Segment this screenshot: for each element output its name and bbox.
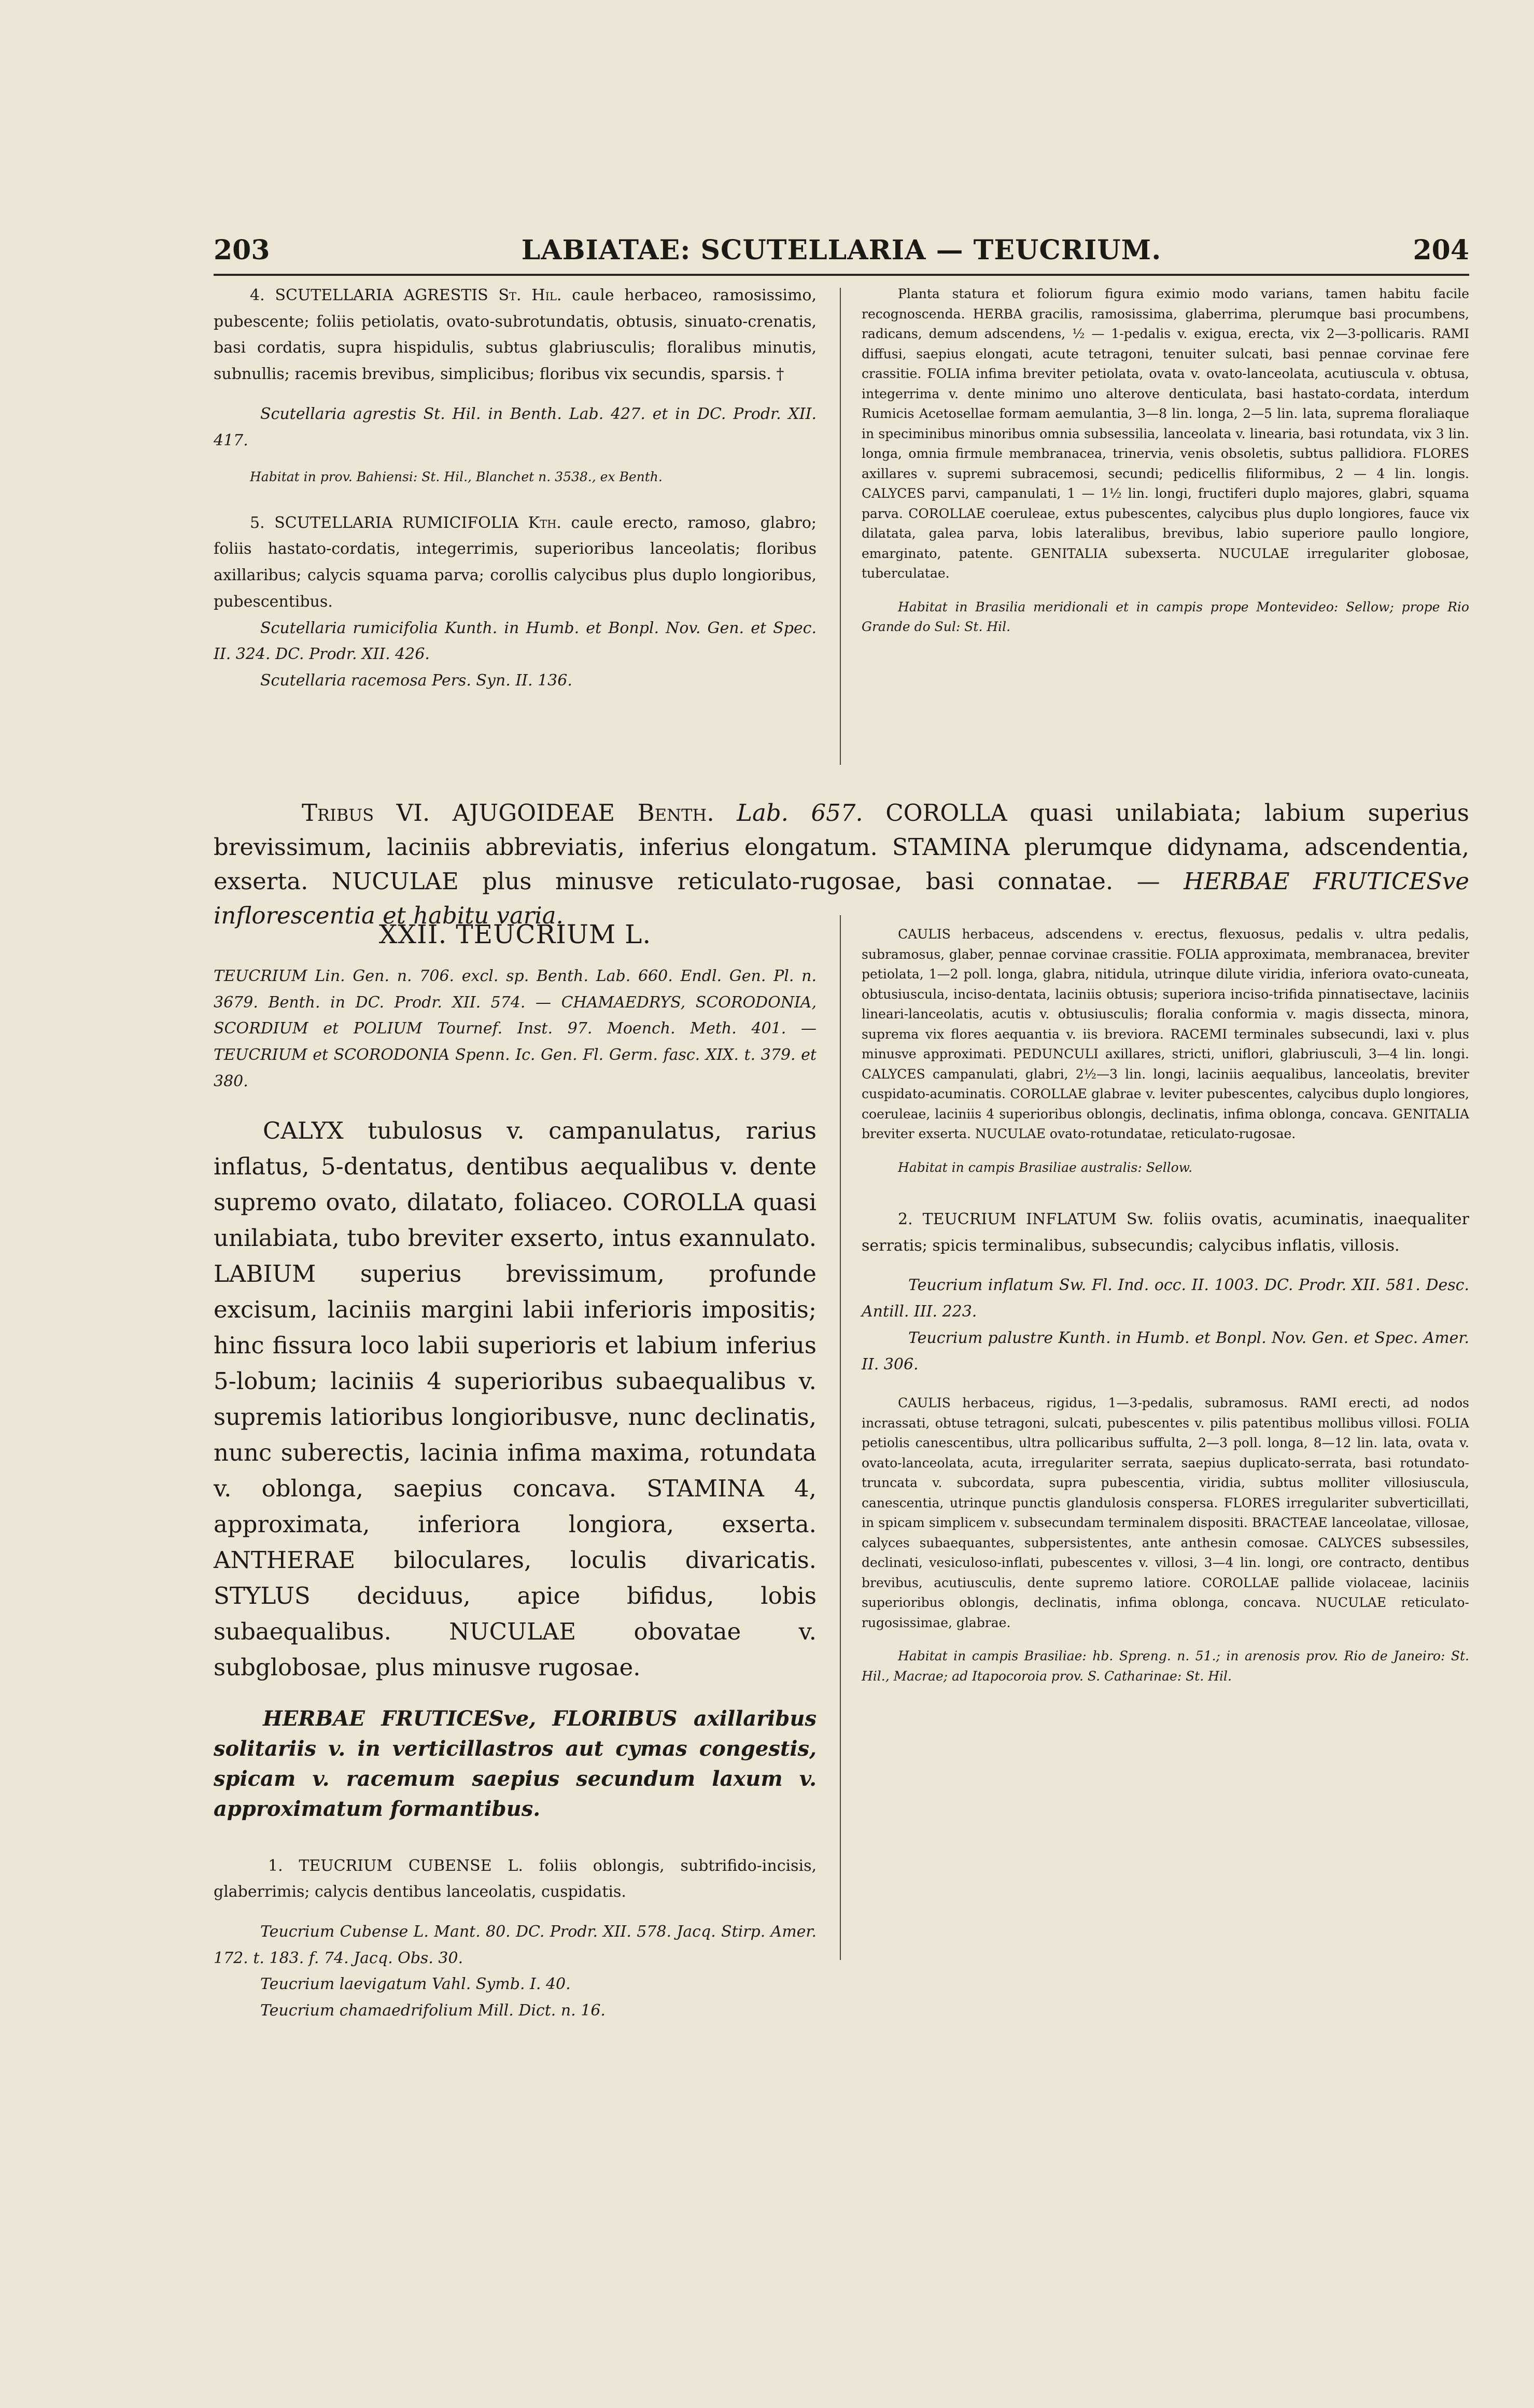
species-5-description: Planta statura et foliorum figura eximio modo varians, tamen habitu facile recognoscenda. HERBA gracilis, ramosissima, glaberrima, plerumque basi procumbens, radicans, demum adscendens, ½ — 1-pedalis v. exigua, erecta, vix 2—3-pollicaris. RAMI diffusi, saepius elongati, acute tetragoni, tenuiter sulcati, basi pennae corvinae fere crassitie. FOLIA infima breviter petiolata, ovata v. ovato-lanceolata, acutiuscula v. obtusa, integerrima v. dente minimo uno alterove denticulata, basi hastato-cordata, interdum Rumicis Acetosellae formam aemulantia, 3—8 lin. longa, 2—5 lin. lata, suprema floraliaque in speciminibus minoribus omnia subsessilia, lanceolata v. linearia, basi rotundata, vix 3 lin. longa, omnia firmule membranacea, trinervia, venis obsoletis, subtus pallidiora. FLORES axillares v. supremi subracemosi, secundi; pedicellis filiformibus, 2 — 4 lin. longis. CALYCES parvi, campanulati, 1 — 1½ lin. longi, fructiferi duplo majores, glabri, squama parva. COROLLAE coeruleae, extus pubescentes, calycibus plus duplo longiores, fauce vix dilatata, galea parva, lobis lateralibus, brevibus, labio superiore paullo longiore, emarginato, patente. GENITALIA subexserta. NUCULAE irregulariter globosae, tuberculatae.: [862, 286, 1469, 581]
species-5-habitat: Habitat in Brasilia meridionali et in campis prope Montevideo: Sellow; prope Rio Grande do Sul: St. Hil.: [862, 599, 1469, 634]
species-4-name: SCUTELLARIA AGRESTIS: [275, 286, 488, 304]
species-2-citation-2: Teucrium palustre Kunth. in Humb. et Bonpl. Nov. Gen. et Spec. Amer. II. 306.: [862, 1328, 1469, 1374]
genus-synonymy: TEUCRIUM Lin. Gen. n. 706. excl. sp. Benth. Lab. 660. Endl. Gen. Pl. n. 3679. Benth. in DC. Prodr. XII. 574. — CHAMAEDRYS, SCORODONIA, SCORDIUM et POLIUM Tournef. Inst. 97. Moench. Meth. 401. — TEUCRIUM et SCORODONIA Spenn. Ic. Gen. Fl. Germ. fasc. XIX. t. 379. et 380.: [214, 967, 817, 1090]
tribe-author: Benth.: [637, 799, 714, 827]
running-title: LABIATAE: SCUTELLARIA — TEUCRIUM.: [521, 234, 1162, 266]
column-divider-top: [840, 288, 841, 765]
genus-habit: HERBAE FRUTICESve, FLORIBUS axillaribus solitariis v. in verticillastros aut cymas congestis, spicam v. racemum saepius secundum laxum v. approximatum formantibus.: [214, 1706, 817, 1821]
genus-heading: XXII. TEUCRIUM L.: [378, 919, 652, 949]
left-column-top: [214, 283, 817, 694]
page-number-right: 204: [1413, 234, 1469, 266]
species-2-number: 2.: [898, 1210, 913, 1228]
species-1-citation-2: Teucrium laevigatum Vahl. Symb. I. 40.: [260, 1975, 571, 1994]
species-1-name: TEUCRIUM CUBENSE: [299, 1856, 492, 1875]
species-2-description: CAULIS herbaceus, rigidus, 1—3-pedalis, subramosus. RAMI erecti, ad nodos incrassati, obtuse tetragoni, sulcati, pubescentes v. pilis patentibus mollibus villosi. FOLIA petiolis canescentibus, ultra pollicaribus suffulta, 2—3 poll. longa, 8—12 lin. lata, ovata v. ovato-lanceolata, acuta, irregulariter serrata, saepius duplicato-serrata, basi rotundato-truncata v. subcordata, supra pubescentia, viridia, subtus molliter villosiuscula, canescentia, utrinque punctis glandulosis conspersa. FLORES irregulariter subverticillati, in spicam simplicem v. subsecundam terminalem dispositi. BRACTEAE lanceolatae, villosae, calyces subaequantes, subpersistentes, ante anthesin comosae. CALYCES subsessiles, declinati, vesiculoso-inflati, pubescentes v. villosi, 3—4 lin. longi, ore contracto, dentibus brevibus, acutiusculis, dente supremo latiore. COROLLAE pallide violaceae, laciniis superioribus oblongis, declinatis, infima oblonga, concava. NUCULAE reticulato-rugosissimae, glabrae.: [862, 1395, 1469, 1630]
species-5-name: SCUTELLARIA RUMICIFOLIA: [274, 513, 519, 532]
species-5-number: 5.: [250, 513, 265, 532]
species-4-number: 4.: [250, 286, 265, 304]
genus-character: CALYX tubulosus v. campanulatus, rarius inflatus, 5-dentatus, dentibus aequalibus v. dente supremo ovato, dilatato, foliaceo. COROLLA quasi unilabiata, tubo breviter exserto, intus exannulato. LABIUM superius brevissimum, profunde excisum, laciniis margini labii inferioris impositis; hinc fissura loco labii superioris et labium inferius 5-lobum; laciniis 4 superioribus subaequalibus v. supremis latioribus longioribusve, nunc declinatis, nunc suberectis, lacinia infima maxima, rotundata v. oblonga, saepius concava. STAMINA 4, approximata, inferiora longiora, exserta. ANTHERAE biloculares, loculis divaricatis. STYLUS deciduus, apice bifidus, lobis subaequalibus. NUCULAE obovatae v. subglobosae, plus minusve rugosae.: [214, 1116, 817, 1681]
tribe-reference: Lab. 657.: [737, 799, 863, 827]
column-divider-bottom: [840, 915, 841, 1960]
species-4-mark: †: [776, 365, 784, 384]
species-1-entry: [214, 1853, 817, 1906]
tribe-characters: COROLLA quasi unilabiata; labium superius brevissimum, laciniis abbreviatis, inferius elongatum. STAMINA plerumque didynama, adscendentia, exserta. NUCULAE plus minusve reticulato-rugosae, basi connatae. —: [214, 799, 1469, 895]
tribe-habit: HERBAE FRUTICESve inflorescentia et habitu varia.: [214, 867, 1469, 929]
species-5-citation-2: Scutellaria racemosa Pers. Syn. II. 136.: [260, 671, 572, 690]
species-4-author: St. Hil.: [498, 286, 562, 304]
species-1-number: 1.: [268, 1856, 283, 1875]
species-4-habitat: Habitat in prov. Bahiensi: St. Hil., Blanchet n. 3538., ex Benth.: [250, 469, 663, 485]
species-1-description: CAULIS herbaceus, adscendens v. erectus, flexuosus, pedalis v. ultra pedalis, subramosus, glaber, pennae corvinae crassitie. FOLIA approximata, membranacea, breviter petiolata, 1—2 poll. longa, glabra, nitidula, utrinque dilute viridia, inferiora ovato-cuneata, obtusiuscula, inciso-dentata, laciniis obtusis; superiora inciso-trifida pinnatisectave, laciniis lineari-lanceolatis, acutis v. obtusiusculis; floralia conformia v. magis dissecta, minora, suprema vix flores aequantia v. iis breviora. RACEMI terminales subsecundi, laxi v. plus minusve approximati. PEDUNCULI axillares, stricti, uniflori, glabriusculi, 3—4 lin. longi. CALYCES campanulati, glabri, 2½—3 lin. longi, laciniis aequalibus, lanceolatis, breviter cuspidato-acuminatis. COROLLAE glabrae v. leviter pubescentes, calycibus duplo longiores, coeruleae, laciniis 4 superioribus oblongis, declinatis, infima oblonga, concava. GENITALIA breviter exserta. NUCULAE ovato-rotundatae, reticulato-rugosae.: [862, 927, 1469, 1141]
header-rule: [214, 274, 1469, 276]
species-5-entry: [214, 510, 817, 615]
right-column-top: [862, 284, 1469, 637]
species-2-name: TEUCRIUM INFLATUM: [922, 1210, 1117, 1228]
species-4-diagnosis: caule herbaceo, ramosissimo, pubescente; foliis petiolatis, ovato-subrotundatis, obtusis, sinuato-crenatis, basi cordatis, supra hispidulis, subtus glabriusculis; floralibus minutis, subnullis; racemis brevibus, simplicibus; floribus vix secundis, sparsis.: [214, 286, 817, 384]
species-2-author: Sw.: [1126, 1210, 1154, 1228]
species-5-citation-1: Scutellaria rumicifolia Kunth. in Humb. et Bonpl. Nov. Gen. et Spec. II. 324. DC. Prodr. XII. 426.: [214, 619, 817, 664]
species-1-citation-3: Teucrium chamaedrifolium Mill. Dict. n. 16.: [260, 2001, 606, 2020]
species-2-diagnosis: foliis ovatis, acuminatis, inaequaliter serratis; spicis terminalibus, subsecundis; calycibus inflatis, villosis.: [862, 1210, 1470, 1255]
running-header: [214, 234, 1469, 271]
species-1-author: L.: [508, 1856, 523, 1875]
species-2-habitat: Habitat in campis Brasiliae: hb. Spreng. n. 51.; in arenosis prov. Rio de Janeiro: St. Hil., Macrae; ad Itapocoroia prov. S. Catharinae: St. Hil.: [862, 1648, 1469, 1684]
species-2-citation-1: Teucrium inflatum Sw. Fl. Ind. occ. II. 1003. DC. Prodr. XII. 581. Desc. Antill. III. 223.: [862, 1276, 1469, 1321]
left-column-bottom: [214, 913, 817, 2024]
species-5-diagnosis: caule erecto, ramoso, glabro; foliis hastato-cordatis, integerrimis, superioribus lanceolatis; floribus axillaribus; calycis squama parva; corollis calycibus plus duplo longioribus, pubescentibus.: [214, 513, 817, 611]
page-number-left: 203: [214, 234, 270, 266]
species-4-entry: [214, 283, 817, 388]
species-1-habitat: Habitat in campis Brasiliae australis: Sellow.: [898, 1159, 1193, 1175]
species-2-entry: [862, 1207, 1469, 1259]
species-5-author: Kth.: [528, 513, 561, 532]
tribe-name: AJUGOIDEAE: [452, 799, 615, 827]
tribe-label: Tribus VI.: [302, 799, 430, 827]
species-1-diagnosis: foliis oblongis, subtrifido-incisis, glaberrimis; calycis dentibus lanceolatis, cuspidatis.: [214, 1856, 817, 1901]
species-1-citation-1: Teucrium Cubense L. Mant. 80. DC. Prodr. XII. 578. Jacq. Stirp. Amer. 172. t. 183. f. 74. Jacq. Obs. 30.: [214, 1922, 817, 1967]
right-column-bottom: [862, 925, 1469, 1686]
species-4-citation: Scutellaria agrestis St. Hil. in Benth. Lab. 427. et in DC. Prodr. XII. 417.: [214, 404, 817, 450]
